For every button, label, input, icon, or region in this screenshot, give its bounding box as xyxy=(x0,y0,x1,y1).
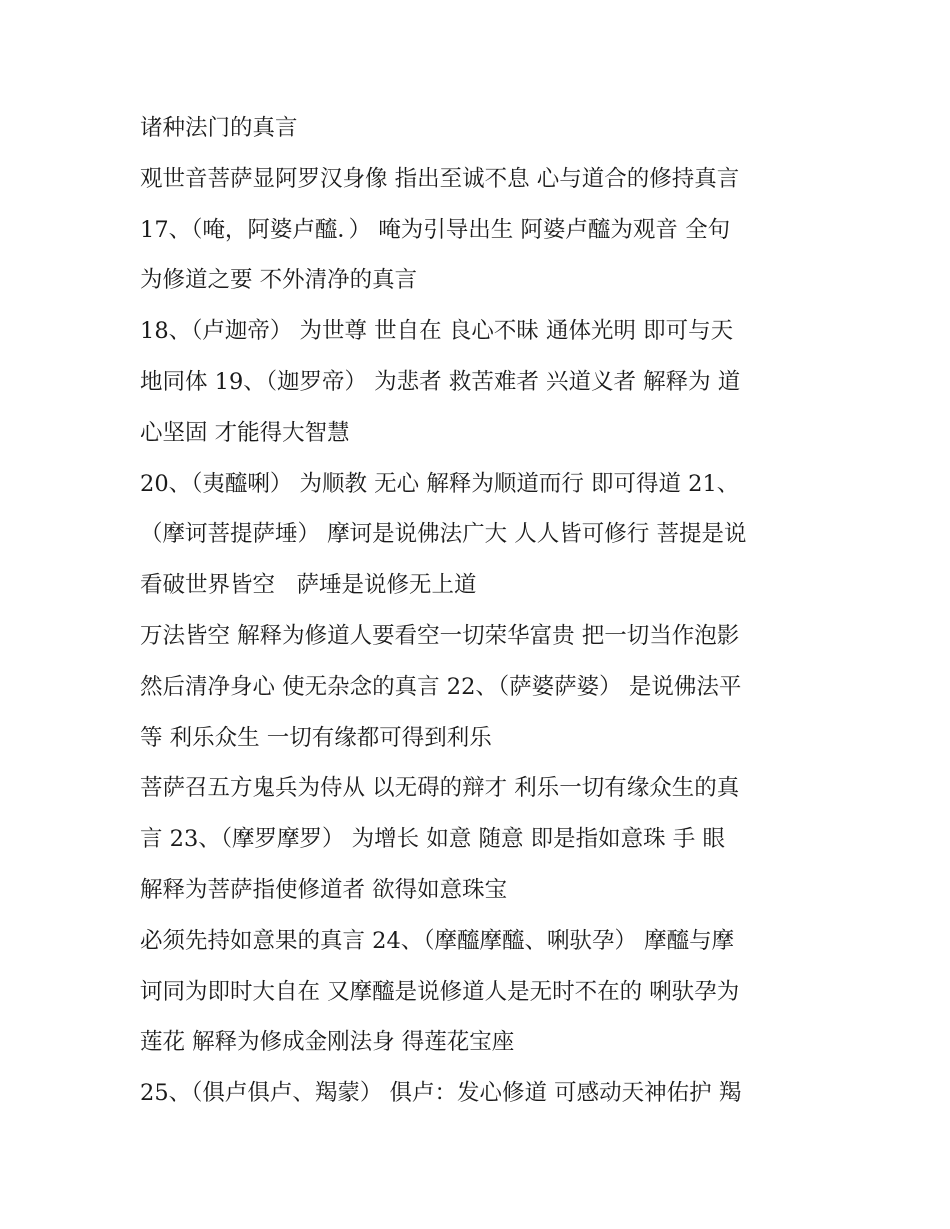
text-line: 25、（俱卢俱卢、羯蒙） 俱卢：发心修道 可感动天神佑护 羯 xyxy=(140,1080,742,1107)
text-line: 然后清净身心 使无杂念的真言 22、（萨婆萨婆） 是说佛法平 xyxy=(140,673,742,700)
text-line: 等 利乐众生 一切有缘都可得到利乐 xyxy=(140,724,492,751)
text-line: 为修道之要 不外清净的真言 xyxy=(140,267,418,294)
body-text xyxy=(140,103,840,1119)
text-line: 万法皆空 解释为修道人要看空一切荣华富贵 把一切当作泡影 xyxy=(140,622,740,649)
text-line: 言 23、（摩罗摩罗） 为增长 如意 随意 即是指如意珠 手 眼 xyxy=(140,826,725,853)
text-line: 必须先持如意果的真言 24、（摩醯摩醯、唎驮孕） 摩醯与摩 xyxy=(140,927,735,954)
text-line: 17、（唵，阿婆卢醯．） 唵为引导出生 阿婆卢醯为观音 全句 xyxy=(140,216,731,243)
text-line: 心坚固 才能得大智慧 xyxy=(140,419,350,446)
text-line: 诃同为即时大自在 又摩醯是说修道人是无时不在的 唎驮孕为 xyxy=(140,978,740,1005)
text-line: 观世音菩萨显阿罗汉身像 指出至诚不息 心与道合的修持真言 xyxy=(140,165,740,192)
text-line: 18、（卢迦帝） 为世尊 世自在 良心不昧 通体光明 即可与天 xyxy=(140,318,734,345)
text-line: 菩萨召五方鬼兵为侍从 以无碍的辩才 利乐一切有缘众生的真 xyxy=(140,775,740,802)
text-line: 20、（夷醯唎） 为顺教 无心 解释为顺道而行 即可得道 21、 xyxy=(140,470,740,497)
text-line: 解释为菩萨指使修道者 欲得如意珠宝 xyxy=(140,876,508,903)
text-line: （摩诃菩提萨埵） 摩诃是说佛法广大 人人皆可修行 菩提是说 xyxy=(140,521,747,548)
text-line: 诸种法门的真言 xyxy=(140,115,298,141)
text-line: 莲花 解释为修成金刚法身 得莲花宝座 xyxy=(140,1029,515,1056)
text-line: 看破世界皆空 萨埵是说修无上道 xyxy=(140,572,477,599)
text-line: 地同体 19、（迦罗帝） 为悲者 救苦难者 兴道义者 解释为 道 xyxy=(140,368,741,395)
